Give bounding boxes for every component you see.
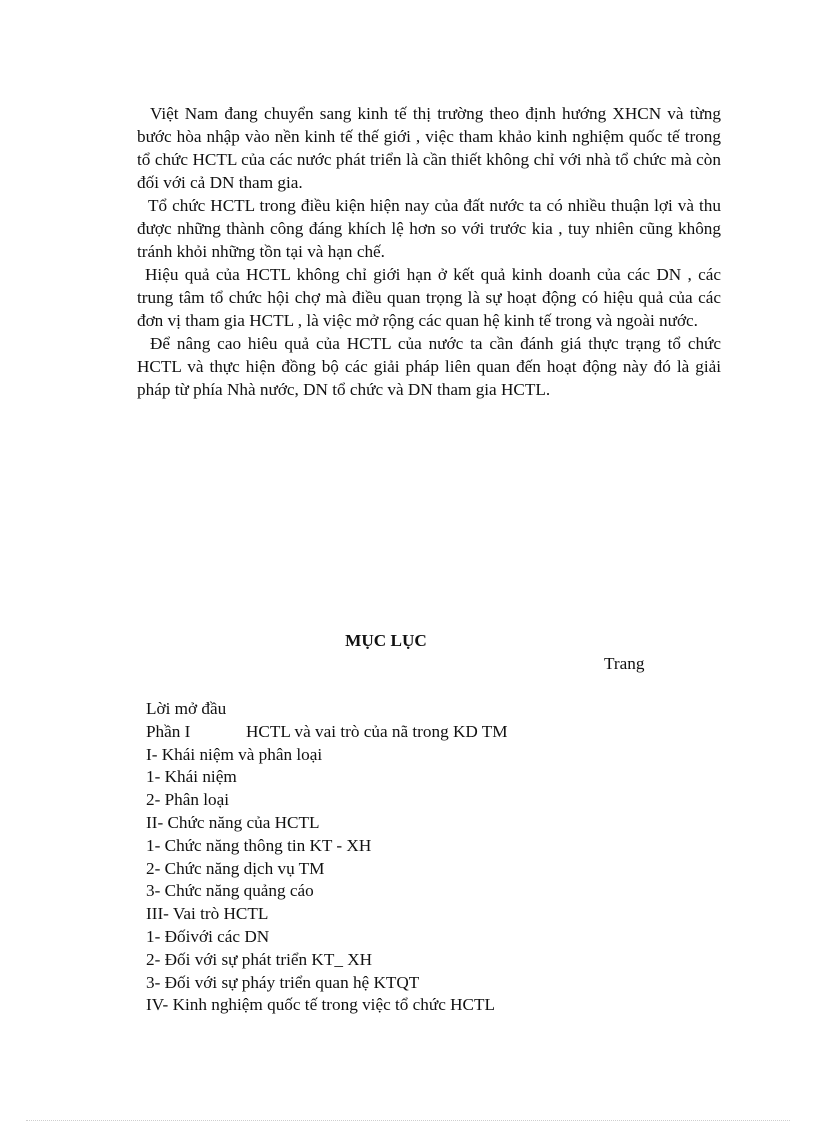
toc-item — [146, 880, 706, 903]
toc-item — [146, 972, 706, 995]
toc-item — [146, 789, 706, 812]
toc-item — [146, 949, 706, 972]
toc-page-column-label: Trang — [604, 654, 645, 673]
toc-item — [146, 721, 706, 744]
toc-item-text: Lời mở đầu — [146, 699, 227, 718]
toc-item-text: 3- Chức năng quảng cáo — [146, 881, 314, 901]
toc-title: MỤC LỤC — [345, 631, 427, 650]
toc-item-text: 2- Phân loại — [146, 790, 230, 810]
toc-item — [146, 858, 706, 881]
toc-item-text: 2- Chức năng dịch vụ TM — [146, 858, 325, 878]
toc-item-text: HCTL và vai trò của nã trong KD TM — [246, 721, 508, 741]
intro-paragraph-4: Để nâng cao hiêu quả của HCTL của nước ta cần đánh giá thực trạng tổ chức HCTL và thực hiện đồng bộ các giải pháp liên quan đến hoạt động này đó là giải pháp từ phía Nhà nước, DN tổ chức và DN tham gia HCTL. — [137, 334, 721, 399]
table-of-contents — [146, 698, 706, 1017]
toc-item-text: 1- Khái niệm — [146, 767, 237, 787]
toc-item — [146, 994, 706, 1017]
intro-paragraph-2: Tổ chức HCTL trong điều kiện hiện nay của đất nước ta có nhiều thuận lợi và thu được những thành công đáng khích lệ hơn so với trước kia , tuy nhiên cũng không tránh khỏi những tồn tại và hạn chế. — [137, 196, 721, 261]
toc-item-text: 1- Chức năng thông tin KT - XH — [146, 835, 372, 855]
toc-item-text: II- Chức năng của HCTL — [146, 812, 320, 832]
toc-item — [146, 812, 706, 835]
toc-item-text: 1- Đốivới các DN — [146, 926, 270, 946]
toc-item — [146, 926, 706, 949]
intro-paragraph-1: Việt Nam đang chuyển sang kinh tế thị trường theo định hướng XHCN và từng bước hòa nhập vào nền kinh tế thế giới , việc tham khảo kinh nghiệm quốc tế trong tổ chức HCTL của các nước phát triển là cần thiết không chỉ với nhà tổ chức mà còn đối với cả DN tham gia. — [137, 104, 721, 192]
page-bottom-divider — [26, 1120, 790, 1121]
intro-paragraph-3: Hiệu quả của HCTL không chỉ giới hạn ở kết quả kinh doanh của các DN , các trung tâm tổ chức hội chợ mà điều quan trọng là sự hoạt động có hiệu quả của các đơn vị tham gia HCTL , là việc mở rộng các quan hệ kinh tế trong và ngoài nước. — [137, 265, 721, 330]
toc-item — [146, 835, 706, 858]
toc-item-text: 2- Đối với sự phát triển KT_ XH — [146, 949, 373, 969]
toc-item-text: I- Khái niệm và phân loại — [146, 744, 323, 764]
toc-item — [146, 903, 706, 926]
toc-item-prefix: Phần I — [146, 721, 191, 741]
toc-item — [146, 766, 706, 789]
toc-item-text: III- Vai trò HCTL — [146, 904, 269, 924]
toc-item-text: 3- Đối với sự pháy triển quan hệ KTQT — [146, 972, 420, 992]
toc-item — [146, 744, 706, 767]
toc-item-text: IV- Kinh nghiệm quốc tế trong việc tổ chức HCTL — [146, 995, 496, 1015]
toc-item — [146, 698, 706, 721]
intro-text — [137, 102, 721, 401]
